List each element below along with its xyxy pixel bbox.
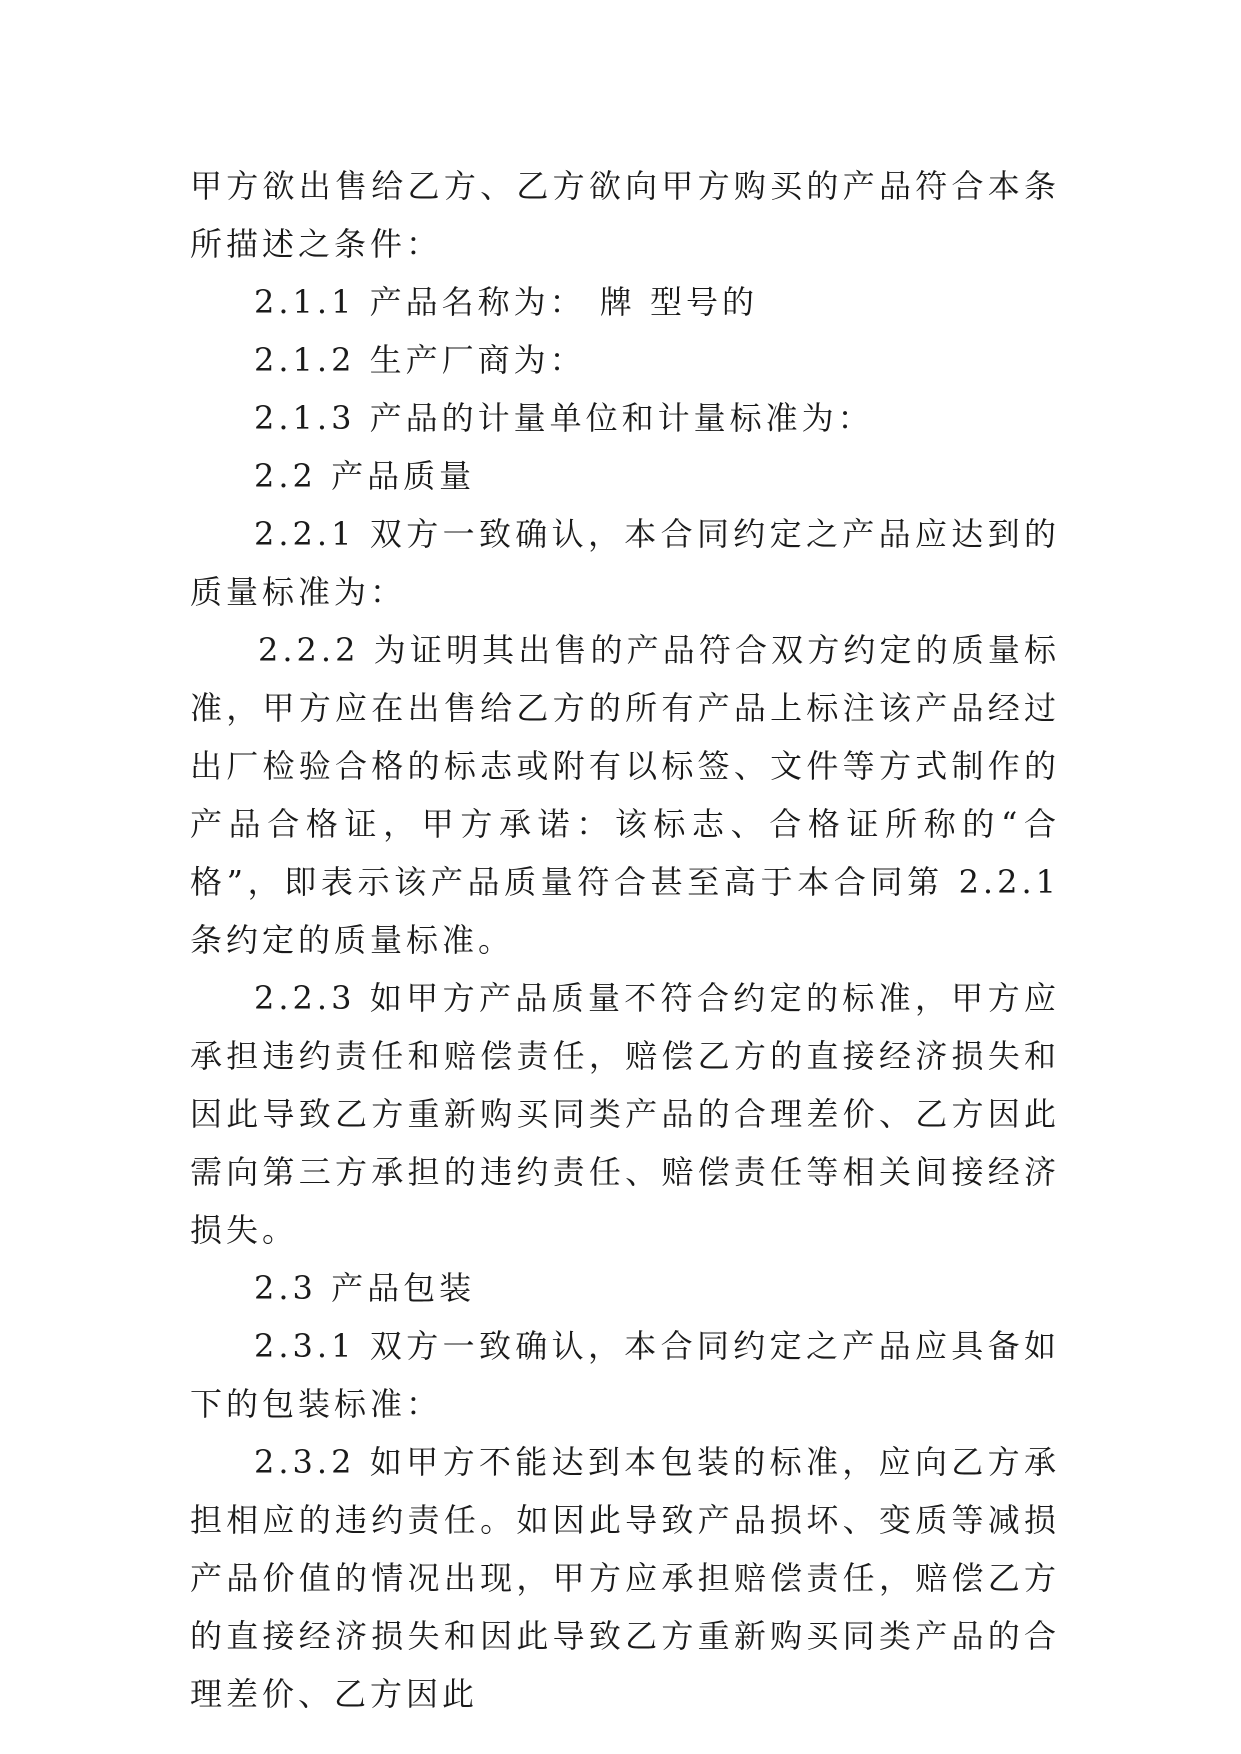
paragraph-2-1-3: 2.1.3 产品的计量单位和计量标准为： xyxy=(254,399,874,437)
paragraph-2-2-3: 2.2.3 如甲方产品质量不符合约定的标准，甲方应承担违约责任和赔偿责任，赔偿乙方的直接经济损失和因此导致乙方重新购买同类产品的合理差价、乙方因此需向第三方承担的违约责任、赔偿责任等相关间接经济损失。 xyxy=(190,979,1060,1249)
paragraph-intro: 甲方欲出售给乙方、乙方欲向甲方购买的产品符合本条所描述之条件： xyxy=(190,167,1060,263)
paragraph-2-3-1: 2.3.1 双方一致确认，本合同约定之产品应具备如下的包装标准： xyxy=(190,1327,1060,1423)
paragraph-2-1-2: 2.1.2 生产厂商为： xyxy=(254,341,586,379)
section-heading-2-2: 2.2 产品质量 xyxy=(254,457,476,495)
paragraph-2-2-2: 2.2.2 为证明其出售的产品符合双方约定的质量标准，甲方应在出售给乙方的所有产品上标注该产品经过出厂检验合格的标志或附有以标签、文件等方式制作的产品合格证，甲方承诺：该标志、合格证所称的“合格”，即表示该产品质量符合甚至高于本合同第 2.2.1 条约定的质量标准。 xyxy=(190,631,1060,959)
paragraph-2-3-2: 2.3.2 如甲方不能达到本包装的标准，应向乙方承担相应的违约责任。如因此导致产品损坏、变质等减损产品价值的情况出现，甲方应承担赔偿责任，赔偿乙方的直接经济损失和因此导致乙方重新购买同类产品的合理差价、乙方因此 xyxy=(190,1443,1060,1713)
section-heading-2-3: 2.3 产品包装 xyxy=(254,1269,476,1307)
paragraph-2-2-1: 2.2.1 双方一致确认，本合同约定之产品应达到的质量标准为： xyxy=(190,515,1060,611)
contract-body xyxy=(190,157,1060,1723)
paragraph-2-1-1: 2.1.1 产品名称为： 牌 型号的 xyxy=(254,283,758,321)
